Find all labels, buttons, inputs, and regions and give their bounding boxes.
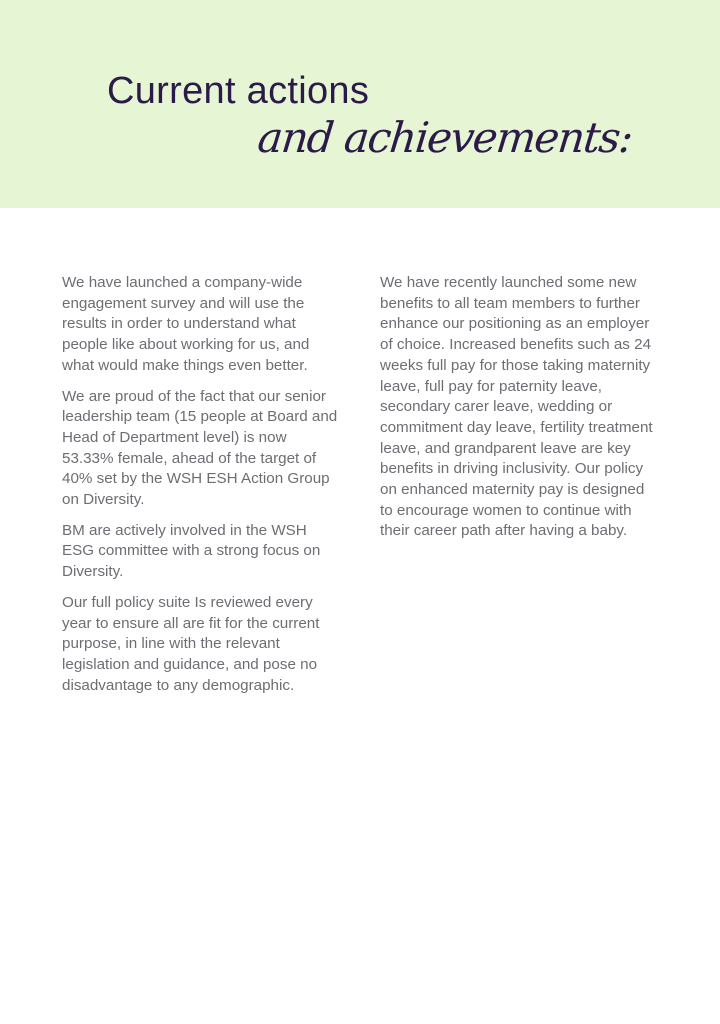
left-column bbox=[62, 273, 340, 706]
page-subtitle-script: and achievements: bbox=[255, 113, 635, 162]
page-title: Current actions bbox=[107, 70, 370, 112]
right-column bbox=[380, 273, 658, 552]
header-band bbox=[0, 0, 720, 208]
paragraph-policy-suite: Our full policy suite Is reviewed every year to ensure all are fit for the current purpose, in line with the relevant legislation and guidance, and pose no disadvantage to any demographic. bbox=[62, 593, 320, 694]
paragraph-engagement-survey: We have launched a company-wide engagement survey and will use the results in order to understand what people like about working for us, and what would make things even better. bbox=[62, 274, 310, 374]
paragraph-new-benefits: We have recently launched some new benefits to all team members to further enhance our positioning as an employer of choice. Increased benefits such as 24 weeks full pay for those taking maternity leave, full pay for paternity leave, secondary carer leave, wedding or commitment day leave, fertility treatment leave, and grandparent leave are key benefits in driving inclusivity. Our policy on enhanced maternity pay is designed to encourage women to continue with their career path after having a baby. bbox=[380, 274, 653, 540]
paragraph-esg-committee: BM are actively involved in the WSH ESG committee with a strong focus on Diversity. bbox=[62, 521, 321, 581]
paragraph-leadership-team: We are proud of the fact that our senior leadership team (15 people at Board and Head of Department level) is now 53.33% female, ahead of the target of 40% set by the WSH ESH Action Group on Diversity. bbox=[62, 387, 338, 509]
